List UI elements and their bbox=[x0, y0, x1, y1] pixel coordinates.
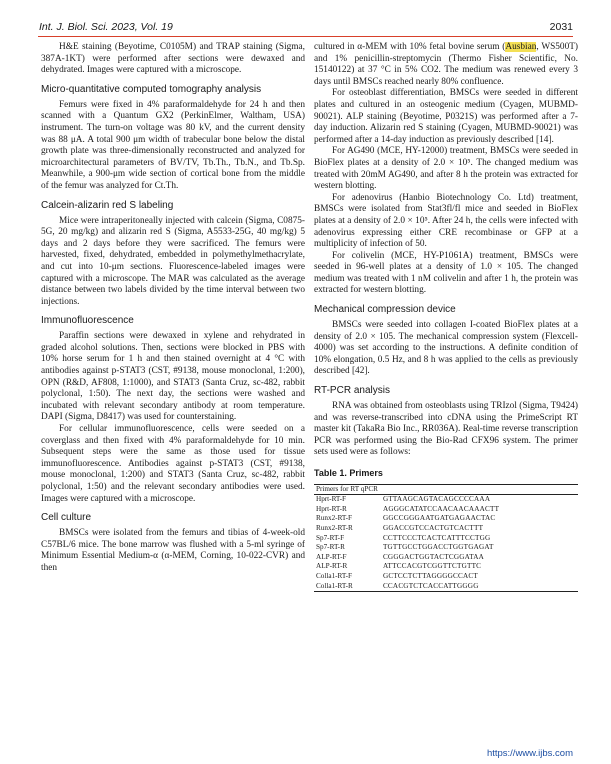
header-rule bbox=[38, 36, 573, 37]
section-heading: Calcein-alizarin red S labeling bbox=[41, 199, 174, 211]
table-row bbox=[314, 495, 578, 505]
primer-sequence: TGTTGCCTGGACCTGGTGAGAT bbox=[382, 543, 494, 552]
primer-sequence: GTTAAGCAGTACAGCCCCAAA bbox=[382, 495, 491, 504]
table-row bbox=[314, 524, 578, 534]
table-row bbox=[314, 553, 578, 563]
journal-url-link[interactable]: https://www.ijbs.com bbox=[486, 748, 573, 759]
table-row bbox=[314, 572, 578, 582]
section-heading: Micro-quantitative computed tomography analysis bbox=[41, 83, 262, 95]
paragraph: For osteoblast differentiation, BMSCs were seeded in different plates and cultured in an osteogenic medium (Cyagen, MUBMD-90021). ALP staining (Beyotime, P0321S) was performed after a 7-day induction. Alizarin red S staining (Cyagen, MUBMD-90021) was performed after a 14-day induction as previously described [14]. bbox=[314, 88, 578, 145]
right-column bbox=[314, 42, 578, 592]
table-row bbox=[314, 505, 578, 515]
paragraph: For AG490 (MCE, HY-12000) treatment, BMSCs were seeded in BioFlex plates at a density of 2.0 × 10⁵. The changed medium was treated with 20mM AG490, and after 8 h the protein was extracted for western blotting. bbox=[314, 146, 578, 192]
section-heading: Immunofluorescence bbox=[41, 315, 134, 327]
paragraph: For colivelin (MCE, HY-P1061A) treatment, BMSCs were seeded in 96-well plates at a density of 1.0 × 105. The changed medium was treated with 1 nM colivelin and after 1 h, the protein was extracted for western blotting. bbox=[314, 250, 578, 296]
primer-name: Sp7-RT-R bbox=[316, 543, 345, 552]
intro-text-before: cultured in α-MEM with 10% fetal bovine serum ( bbox=[314, 42, 506, 52]
primers-table bbox=[314, 484, 578, 593]
primer-sequence: CCACGTCTCACCATTGGGG bbox=[381, 582, 578, 592]
paragraph: For cellular immunofluorescence, cells were seeded on a coverglass and then fixed with 4% paraformaldehyde for 10 min. Subsequent steps were the same as those used for tissue immunofluorescence. Antibodies against p-STAT3 (CST, #9138, mouse monoclonal, 1:200) and STAT3 (Santa Cruz, sc-482, rabbit polyclonal, 1:50) and the relevant secondary antibodies were used. Images were captured with a microscope. bbox=[41, 424, 305, 504]
primer-sequence: GGCCGGGAATGATGAGAACTAC bbox=[382, 514, 496, 523]
table-row bbox=[314, 582, 578, 592]
primer-name: Sp7-RT-F bbox=[316, 533, 345, 542]
intro-text-after: , WS500T) and 1% penicillin-streptomycin (Thermo Fisher Scientific, No. 15140122) at 37 °C in 5% CO2. The medium was renewed every 3 days until BMSCs reached nearly 80% confluence. bbox=[314, 42, 579, 87]
section-heading: RT-PCR analysis bbox=[314, 385, 390, 397]
primer-name: ALP-RT-R bbox=[316, 562, 348, 571]
section-heading: Cell culture bbox=[41, 512, 92, 524]
highlighted-text: Ausbian bbox=[505, 42, 537, 52]
primer-sequence: GCTCCTCTTAGGGGCCACT bbox=[382, 571, 479, 580]
section-heading: Mechanical compression device bbox=[314, 304, 456, 316]
primer-name: Runx2-RT-F bbox=[316, 514, 353, 523]
table-row bbox=[314, 562, 578, 572]
table-title: Table 1. Primers bbox=[314, 468, 383, 478]
primer-name: Hprt-RT-F bbox=[316, 495, 347, 504]
paragraph: For adenovirus (Hanbio Biotechnology Co. Ltd) treatment, BMSCs were isolated from Stat3fl/fl mice and seeded in BioFlex plates at a density of 2.0 × 10⁵. After 24 h, the cells were infected with adenovirus expressing either CRE recombinase or GFP at a multiplicity of infection of 50. bbox=[314, 192, 578, 250]
paragraph: BMSCs were isolated from the femurs and tibias of 4-week-old C57BL/6 mice. The bone marrow was flushed with a 5-ml syringe of Minimum Essential Medium-α (α-MEM, Corning, 10-022-CVR) and then bbox=[41, 528, 305, 573]
primer-name: Runx2-RT-R bbox=[316, 523, 353, 532]
primer-name: Colla1-RT-R bbox=[314, 582, 381, 592]
table-row bbox=[314, 514, 578, 524]
table-row bbox=[314, 543, 578, 553]
primer-name: Colla1-RT-F bbox=[316, 571, 353, 580]
page-number: 2031 bbox=[549, 21, 573, 33]
primer-sequence: ATTCCACGTCGGTTCTGTTC bbox=[382, 562, 482, 571]
paragraph: Paraffin sections were dewaxed in xylene and rehydrated in graded alcohol solutions. Then, sections were blocked in PBS with 10% horse serum for 1 h and then stained overnight at 4 °C with antibodies against p-STAT3 (CST, #9138, mouse monoclonal, 1:200), OPN (R&D, AF808, 1:1000), and STAT3 (Santa Cruz, sc-482, rabbit polyclonal, 1:50). The next day, the sections were washed and incubated with relevant secondary antibody at room temperature. DAPI (Sigma, D8417) was used for counterstaining. bbox=[41, 331, 305, 423]
primer-sequence: AGGGCATATCCAACAACAAACTT bbox=[382, 504, 500, 513]
cell-culture-continued bbox=[314, 42, 578, 88]
primer-sequence: CGGGACTGGTACTCGGATAA bbox=[382, 552, 485, 561]
primer-name: Hprt-RT-R bbox=[316, 504, 347, 513]
primer-sequence: CCTTCCCTCACTCATTTCCTGG bbox=[382, 533, 491, 542]
journal-header: Int. J. Biol. Sci. 2023, Vol. 19 bbox=[39, 21, 173, 33]
paragraph: H&E staining (Beyotime, C0105M) and TRAP staining (Sigma, 387A-1KT) were performed after sections were dewaxed and dehydrated. Images were captured with a microscope. bbox=[41, 42, 305, 76]
primer-name: ALP-RT-F bbox=[316, 552, 347, 561]
table-row bbox=[314, 534, 578, 544]
left-column bbox=[41, 42, 305, 575]
paragraph: BMSCs were seeded into collagen I-coated BioFlex plates at a density of 2.0 × 105. The mechanical compression system (Flexcell-4000) was set according to the instructions. A definite condition of 10% elongation, 0.5 Hz, and 8 h was applied to the cells as previously described [42]. bbox=[314, 320, 578, 377]
table-header: Primers for RT qPCR bbox=[314, 484, 578, 495]
primer-sequence: GGACCGTCCACTGTCACTTT bbox=[382, 523, 484, 532]
paragraph: Mice were intraperitoneally injected with calcein (Sigma, C0875-5G, 20 mg/kg) and alizarin red S (Sigma, A5533-25G, 40 mg/kg) 5 days and 2 days before they were sacrificed. The femurs were harvested, fixed, dehydrated, embedded in polymethylmethacrylate, and cut into 10-μm sections. Fluorescence-labeled images were captured with a microscope. The MAR was calculated as the average distance between two labels divided by the time interval between two injections. bbox=[41, 215, 305, 307]
paragraph: Femurs were fixed in 4% paraformaldehyde for 24 h and then scanned with a Quantum GX2 (PerkinElmer, Waltham, USA) instrument. The turn-on voltage was 80 kV, and the current density was 88 μA. A total 900 μm width of trabecular bone below the distal growth plate was three-dimensionally reconstructed and analyzed for microarchitectural parameters of BV/TV, Tb.Th., Tb.N., and Tb.Sp. Meanwhile, a 900-μm wide section of cortical bone from the middle of the femur was analyzed for Ct.Th. bbox=[41, 99, 305, 191]
paragraph: RNA was obtained from osteoblasts using TRIzol (Sigma, T9424) and was reverse-transcribed into cDNA using the PrimeScript RT master kit (TakaRa Bio Inc., RR036A). Real-time reverse transcription PCR was performed using the Bio-Rad CFX96 system. The primer sets used were as follows: bbox=[314, 401, 578, 458]
